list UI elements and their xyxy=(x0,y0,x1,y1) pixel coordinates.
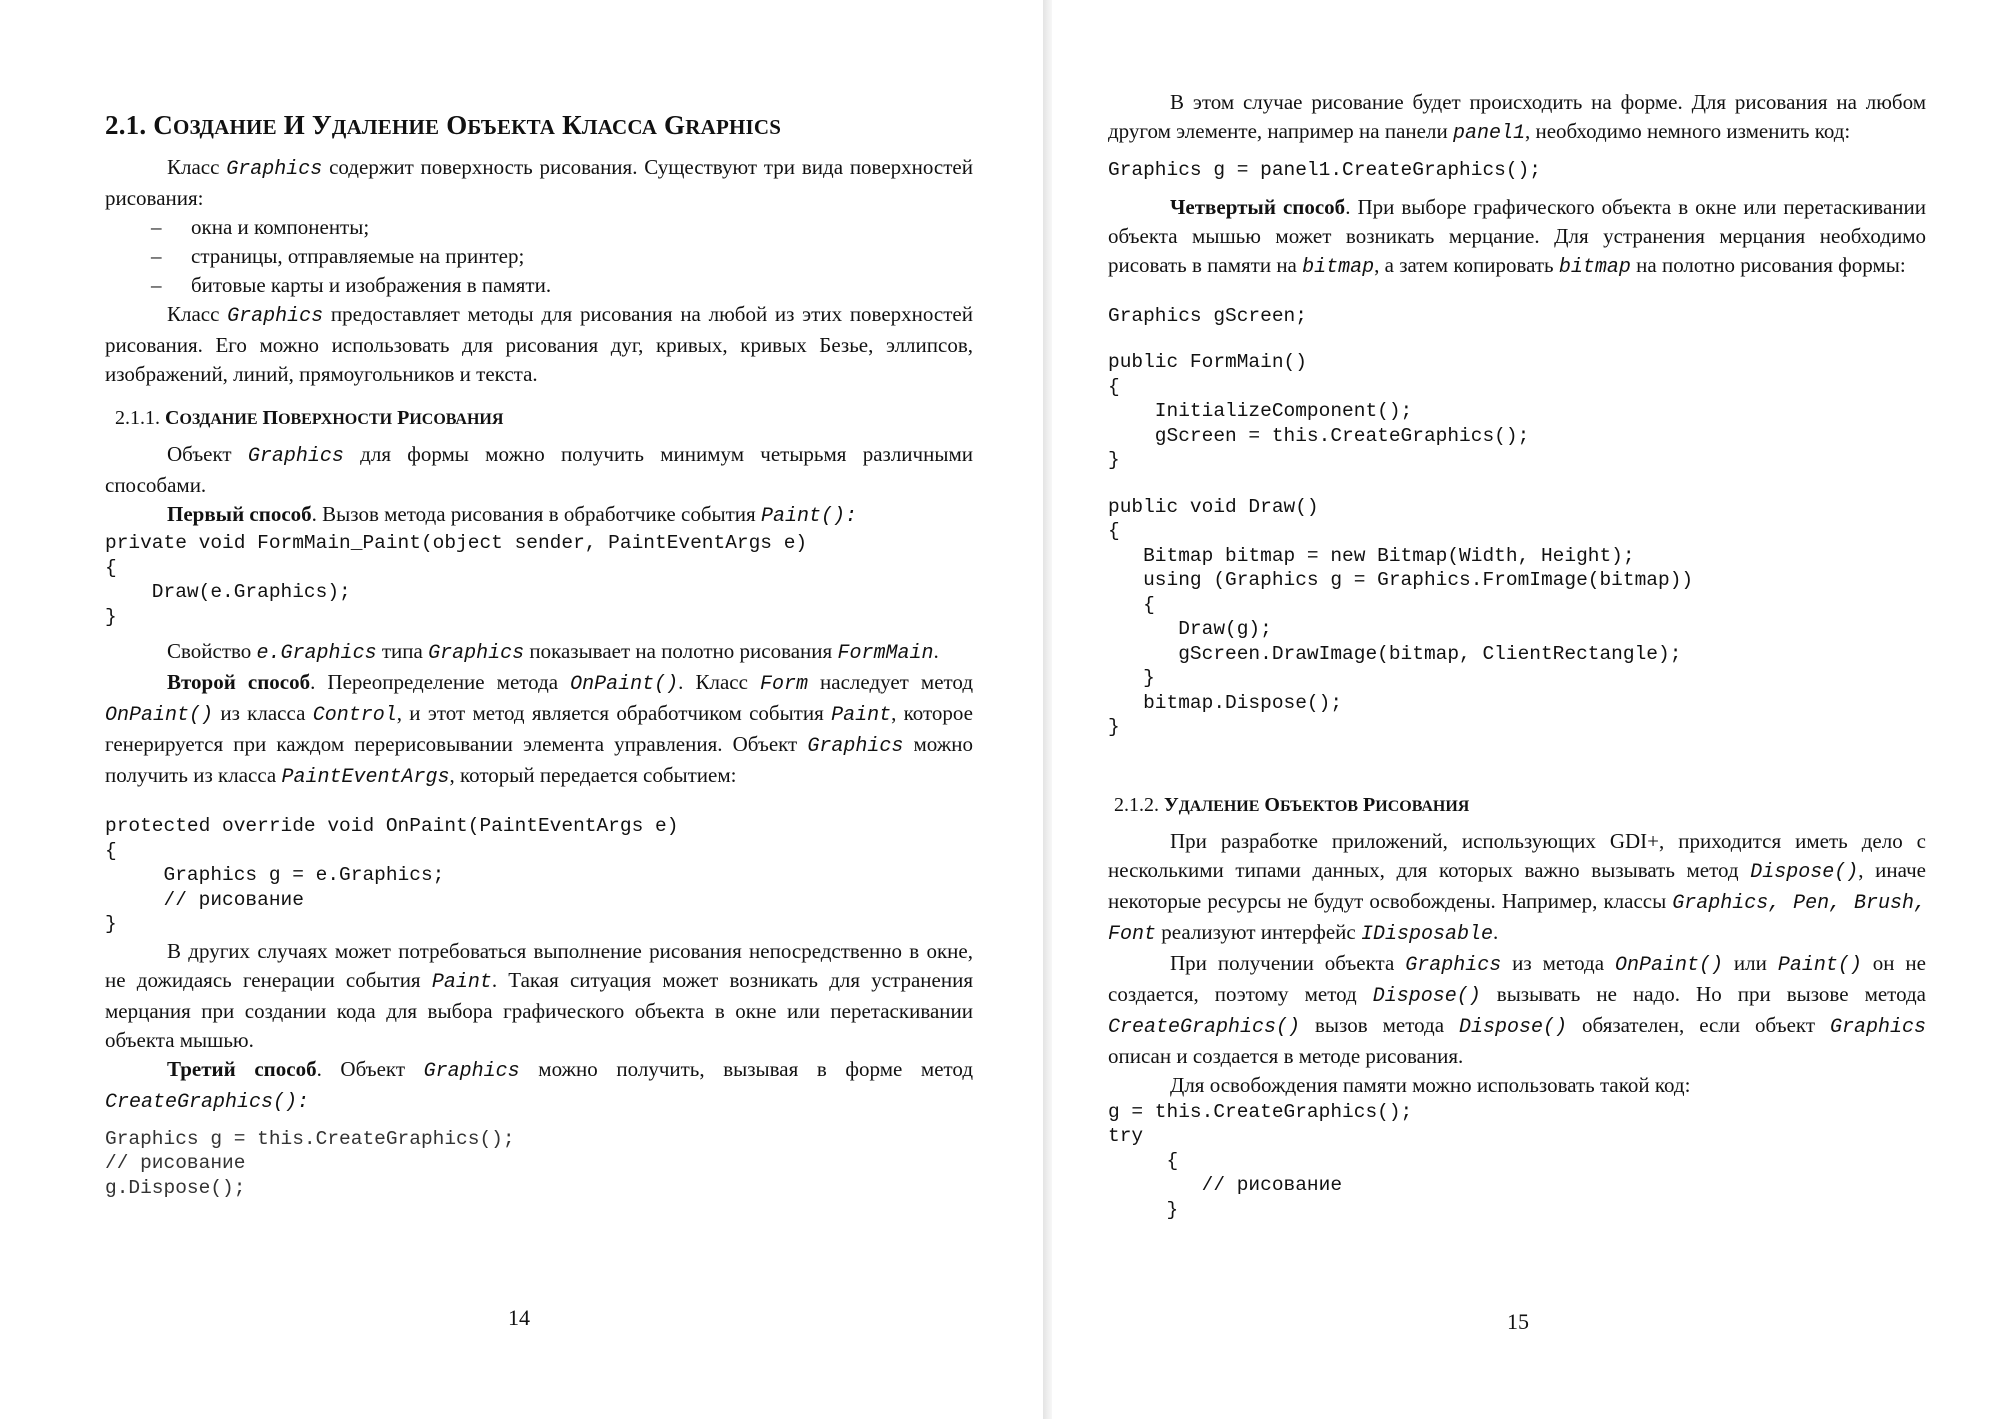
paragraph-development: При разработке приложений, использующих GDI+, приходится иметь дело с несколькими типами данных, для которых важно вызывать метод Dispose(), иначе некоторые ресурсы не будут освобождены. Например, классы Graphics, Pen, Brush, Font реализуют интерфейс IDisposable. xyxy=(1108,828,1926,946)
code-block-create-graphics: Graphics g = this.CreateGraphics(); // рисование g.Dispose(); xyxy=(105,1127,515,1199)
code-block-paint-handler: private void FormMain_Paint(object sender, PaintEventArgs e) { Draw(e.Graphics); } xyxy=(105,532,808,628)
paragraph-getting: При получении объекта Graphics из метода OnPaint() или Paint() он не создается, поэтому метод Dispose() вызывать не надо. Но при вызове метода CreateGraphics() вызов метода Dispose() обязателен, если объект Graphics описан и создается в методе рисования. xyxy=(1108,950,1926,1068)
paragraph-fourth-method: Четвертый способ. При выборе графического объекта в окне или перетаскивании объекта мышью может возникать мерцание. Для устранения мерцания необходимо рисовать в памяти на bitmap, а затем копировать bitmap на полотно рисования формы: xyxy=(1108,194,1926,279)
paragraph-property: Свойство e.Graphics типа Graphics показывает на полотно рисования FormMain. xyxy=(167,639,939,665)
surface-list xyxy=(105,213,973,300)
code-block-constructor: public FormMain() { InitializeComponent(); gScreen = this.CreateGraphics(); } xyxy=(1108,351,1530,471)
book-gutter xyxy=(1043,0,1052,1419)
subsection-title: УДАЛЕНИЕ ОБЪЕКТОВ РИСОВАНИЯ xyxy=(1164,793,1470,816)
code-block-gscreen: Graphics gScreen; xyxy=(1108,304,1307,327)
page-number: 14 xyxy=(508,1305,530,1330)
list-item: – битовые карты и изображения в памяти. xyxy=(151,271,973,300)
paragraph-panel: В этом случае рисование будет происходить на форме. Для рисования на любом другом элементе, например на панели panel1, необходимо немного изменить код: xyxy=(1108,90,1926,145)
paragraph-methods: Класс Graphics предоставляет методы для рисования на любой из этих поверхностей рисования. Его можно использовать для рисования дуг, кривых, кривых Безье, эллипсов, изображений, линий, прямоугольников и текста. xyxy=(105,302,973,386)
code-block-try: g = this.CreateGraphics(); try { // рисование } xyxy=(1108,1100,1413,1221)
subsection-heading: 2.1.1. СОЗДАНИЕ ПОВЕРХНОСТИ РИСОВАНИЯ xyxy=(115,407,504,429)
section-title: СОЗДАНИЕ И УДАЛЕНИЕ ОБЪЕКТА КЛАССА GRAPHICS xyxy=(153,110,782,140)
page-number: 15 xyxy=(1507,1309,1529,1334)
list-item: – страницы, отправляемые на принтер; xyxy=(151,242,973,271)
paragraph-third-method: Третий способ. Объект Graphics можно получить, вызывая в форме метод CreateGraphics(): xyxy=(105,1056,973,1114)
subsection-heading: 2.1.2. УДАЛЕНИЕ ОБЪЕКТОВ РИСОВАНИЯ xyxy=(1114,793,1470,816)
code-block-panel: Graphics g = panel1.CreateGraphics(); xyxy=(1108,159,1541,181)
subsection-title: СОЗДАНИЕ ПОВЕРХНОСТИ РИСОВАНИЯ xyxy=(165,407,504,429)
right-page xyxy=(1052,0,2000,1419)
section-number: 2.1. xyxy=(105,110,147,140)
paragraph-first-method: Первый способ. Вызов метода рисования в обработчике события Paint(): xyxy=(167,502,857,528)
code-block-draw: public void Draw() { Bitmap bitmap = new Bitmap(Width, Height); using (Graphics g = Graphics.FromImage(bitmap)) { Draw(g); gScreen.DrawImage(bitmap, ClientRectangle); } bitmap.Dispose(); } xyxy=(1108,495,1694,738)
paragraph-intro: Класс Graphics содержит поверхность рисования. Существуют три вида поверхностей рисования: xyxy=(105,155,973,210)
code-block-onpaint: protected override void OnPaint(PaintEventArgs e) { Graphics g = e.Graphics; // рисование } xyxy=(105,815,679,935)
paragraph-object: Объект Graphics для формы можно получить минимум четырьмя различными способами. xyxy=(105,442,973,497)
paragraph-second-method: Второй способ. Переопределение метода OnPaint(). Класс Form наследует метод OnPaint() из класса Control, и этот метод является обработчиком события Paint, которое генерируется при каждом перерисовывании элемента управления. Объект Graphics можно получить из класса PaintEventArgs, который передается событием: xyxy=(105,670,974,789)
list-item: – окна и компоненты; xyxy=(151,213,973,242)
section-heading xyxy=(105,110,973,141)
paragraph-other-cases: В других случаях может потребоваться выполнение рисования непосредственно в окне, не дожидаясь генерации события Paint. Такая ситуация может возникать для устранения мерцания при создании кода для выбора графического объекта в окне или перетаскивании объекта мышью. xyxy=(105,938,973,1052)
paragraph-free-memory: Для освобождения памяти можно использовать такой код: xyxy=(1170,1072,1691,1097)
